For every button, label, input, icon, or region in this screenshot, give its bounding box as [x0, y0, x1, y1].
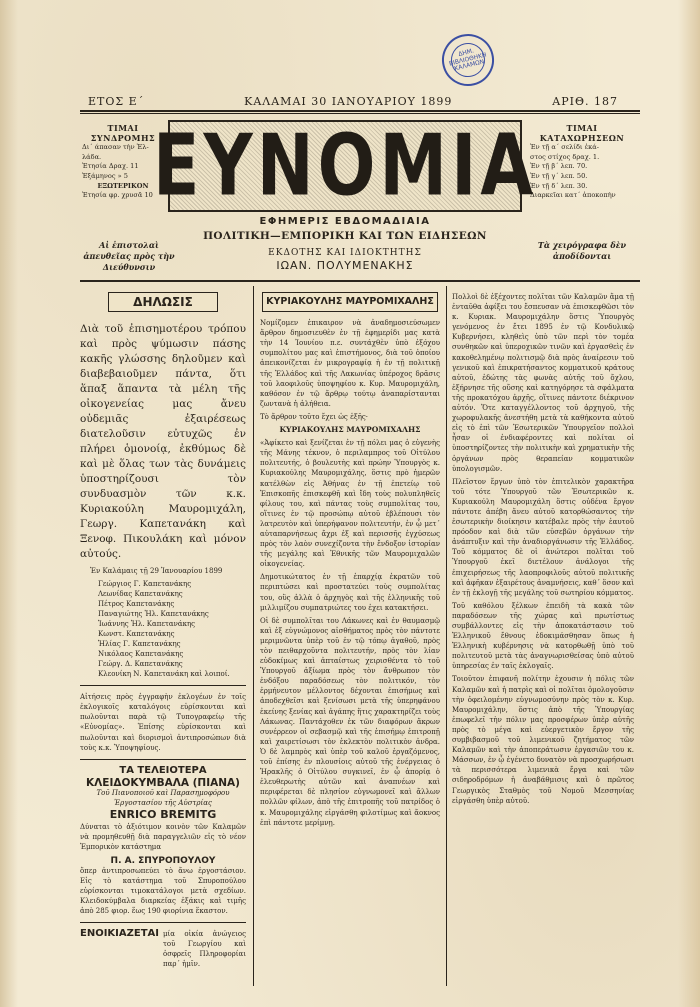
- ad-prices-line: Διαρκεῖαι κατ΄ ἀποκοπὴν: [530, 191, 616, 200]
- subtitle-block: [168, 216, 522, 272]
- subscription-title: ΤΙΜΑΙ ΣΥΝΔΡΟΜΗΣ: [90, 123, 156, 143]
- issue-number: ΑΡΙΘ. 187: [552, 95, 618, 108]
- year-label: ΕΤΟΣ Ε΄: [88, 95, 145, 108]
- signer: Πέτρος Καπετανάκης: [98, 600, 175, 609]
- rent-ad-title: ΕΝΟΙΚΙΑΖΕΤΑΙ: [80, 928, 159, 940]
- article-paragraph: Δημοτικώτατος ἐν τῇ ἐπαρχίᾳ ἐκρατῶν τοῦ περιπτώσει καὶ προστατεύει τοὺς συμπολίτας του, οὓς ἀλλὰ ὁ ἀρχηγὸς καὶ τῆς ἐλληνικῆς τοῦ μιλλιμίζου συμπατριώτες του ἐχει κατακτήσει.: [260, 573, 440, 612]
- ad-prices-box: [530, 124, 634, 201]
- article-paragraph: Οἱ δὲ συμπολῖται του Λάκωνες καὶ ἐν θαυμασμῷ καὶ ἐξ εὐγνώμονος αἰσθήματος πρὸς τὸν πάντοτε μεριμνῶντα ὑπὲρ τοῦ ἐν τῷ τόπῳ ἀγαθοῦ, πρὸς τὸν πειθαρχοῦντα πολιτευτήν, πρὸς τὸν λίαν εὐδοκίμως καὶ ἀπταίστως χειρισθέντα τὸ τοῦ Ὑπουργοῦ ἀξίωμα πρὸς τὸν ἄνθρωπον τὸν ἐνδόξου παραδόσεως τὸν πολιτικόν, τὸν ἐρμήνευτον μέλλοντος δέχονται ἐπισήμως καὶ ἀποδεχθεῖσι καὶ ξενίσωσι μετὰ τῆς ὑπερηφάνου ἐκείνης ξενίας καὶ ἀγάπης ἥτις χαρακτηρίζει τοὺς Λάκωνας. Παντάχοθεν ἐκ τῶν διαφόρων ἄκρων συνέρρεον οἱ σεβασμῷ καὶ τῆς ἐπισήμῳ ἐπιτροπῇ καὶ χαιρετίσωσι τὸν ἐκλεκτὸν πολιτικὸν ἀνδρα. Ὁ δὲ λαμπρὸς καὶ ὑπὲρ τοῦ καλοῦ ἐργαζόμενος, τοῦ ἐπίσης ἐν πλουσίοις αὐτοῦ τῆς ἐνέργειας ὁ Ἠρακλῆς ὁ Οἰτύλου συγκινεῖ, ἐν ᾧ ἀπορίᾳ ὁ ἐλευθερωτὴς αὐτῶν καὶ ἀναπνέων καὶ περιφέρεται δὲ πλησίον εὐγνωμονεῖ καὶ ἄλλων πολλῶν φίλων, ἀπὸ τῆς ἐπιτροπῆς τοῦ πατρίδος ὁ κ. Μαυρομιχάλης εἰργάσθη φιλοτίμως καὶ ἄοκνος ἐπὶ πάντοτε μερίμνῃ.: [260, 616, 440, 827]
- library-stamp-icon: [436, 28, 499, 91]
- piano-ad-text: Δύναται τὸ ἀξιότιμον κοινὸν τῶν Καλαμῶν νὰ προμηθευθῇ διὰ παραγγελιῶν εἰς τὸ νέον Ἐμπορικὸν κατάστημα: [80, 823, 246, 852]
- letters-note: Αἱ ἐπιστολαὶ ἀπευθεῖας πρὸς τὴν Διεύθυνσιν: [83, 240, 175, 272]
- signer: Γεώργ. Δ. Καπετανάκης: [98, 660, 183, 669]
- ad-prices-line: Ἐν τῇ δ΄ λεπ. 30.: [530, 181, 588, 190]
- subscription-line: Ἑξάμηνος » 5: [82, 171, 128, 180]
- stamp-text: ΔΗΜ. ΒΙΒΛΙΟΘΗΚΗ ΚΑΛΑΜΩΝ: [448, 47, 488, 73]
- column-divider-2: [446, 286, 447, 986]
- piano-ad-title: ΤΑ ΤΕΛΕΙΟΤΕΡΑ: [119, 764, 207, 776]
- signer: Νικόλαος Καπετανάκης: [98, 650, 184, 659]
- article-subheading: ΚΥΡΙΑΚΟΥΛΗΣ ΜΑΥΡΟΜΙΧΑΛΗΣ: [279, 425, 421, 435]
- subscription-line: Ἐτησία φρ. χρυσᾶ 10: [82, 191, 153, 200]
- signer: Ἠλίας Γ. Καπετανάκης: [98, 640, 181, 649]
- article-paragraph: Πλεῖστον ἔργων ὑπὸ τὸν ἐπιτελικὸν χαρακτῆρα τοῦ τότε Ὑπουργοῦ τῶν Ἐσωτερικῶν κ. Κυριακούλη Μαυρομιχάλη ὅστις οὐδένα ἔργον πάντοτε ἀπέβη ἄνευ αὐτοῦ κατορθώσαντος τὴν ἐσωτερικὴν διοίκησιν κατέβαλε πρὸς τὴν ἑαυτοῦ πρόοδον καὶ διὰ τῶν εὐσεβῶν ὀργάνων τὴν ἀνάπτυξιν καὶ τὴν ἀναδιοργάνωσιν τῆς Ἑλλάδος. Τοῦ κόμματος δὲ οἱ ἀνώτεροι πολῖται τοῦ Ὑπουργοῦ ἐκεῖ διετέλουν ἀνάλογοι τῆς ἐπιχειρήσεως τῆς λαοπροφιλοῦς αὐτοῦ πολιτικῆς καὶ ἀφῆκαν ἐξαιρέτους ἀναμνήσεις, καθ΄ ὅσον καὶ ἐν τῇ ἐκλογῇ τῆς μεγάλης τοῦ σωτηρίου κόμματος.: [452, 477, 634, 597]
- subtitle-weekly: ΕΦΗΜΕΡΙΣ ΕΒΔΟΜΑΔΙΑΙΑ: [259, 216, 431, 227]
- subscription-line: Δι΄ άπασαν τὴν Ἑλ-: [82, 143, 149, 152]
- subtitle-type: ΠΟΛΙΤΙΚΗ—ΕΜΠΟΡΙΚΗ ΚΑΙ ΤΩΝ ΕΙΔΗΣΕΩΝ: [203, 230, 487, 242]
- column-divider-1: [253, 286, 254, 986]
- article-paragraph: Τοῦ καθόλου ξέλκων ἐπειδὴ τὰ κακὰ τῶν παραδόσεων τῆς χώρας καὶ πρωτίστως συμβάλλοντες εἰς τὴν ἀποκατάστασιν τοῦ Ἑλληνικοῦ ἔθνους ἐδοκιμάσθησαν ὅπως ἡ Ἑλληνικὴ κυβέρνησις νὰ κατορθωθῇ ὑπὸ τοῦ πολιτευτοῦ μετὰ τὰς ἀναγνωρισθείσας ὑπὸ αὐτοῦ ὑπηρεσίας ἐν ταῖς ἐκλογαῖς.: [452, 601, 634, 671]
- article-intro: Νομίζομεν ἐπικαιρον νὰ ἀναδημοσιεύσωμεν ἄρθρον δημοσιευθὲν ἐν τῇ ἐφημερίδι μας κατὰ τὴν 14 Ἰουνίου π.ε. συντάχθὲν ὑπὸ ἐξόχου συμπολίτου μας καὶ ἐπιστήμονος, διὰ τοῦ ὁποίου ἀπεικονίζεται ἐν μικρογραφίᾳ ἡ ἐν τῇ πολιτικῇ τῆς Ἑλλάδος καὶ τῆς Λακωνίας ὑπέροχος δρᾶσις τοῦ λαοφιλοῦς ὑποψηφίου κ. Κυρ. Μαυρομιχάλη, καθόσον ἐν τῷ ἄρθρῳ τούτῳ ἀναπαρίστανται ζωντανὰ ἡ ἀλήθεια.: [260, 319, 440, 408]
- top-rule: [80, 110, 640, 112]
- subtitle-publisher-name: ΙΩΑΝ. ΠΟΛΥΜΕΝΑΚΗΣ: [276, 259, 414, 272]
- signer: Λεωνίδας Καπετανάκης: [98, 590, 183, 599]
- piano-ad-maker: Τοῦ Πιανοποιοῦ καὶ Παρασημοφόρου Ἐργοστασίου τῆς Αὐστρίας: [96, 788, 230, 808]
- top-rule-thin: [80, 113, 640, 114]
- ad-prices-title: ΤΙΜΑΙ ΚΑΤΑΧΩΡΗΣΕΩΝ: [539, 123, 625, 143]
- rent-ad: [80, 929, 246, 969]
- article-heading: ΚΥΡΙΑΚΟΥΛΗΣ ΜΑΥΡΟΜΙΧΑΛΗΣ: [262, 292, 438, 312]
- manuscripts-note: Τὰ χειρόγραφα δὲν ἀποδίδονται: [537, 240, 627, 261]
- masthead: [153, 116, 538, 216]
- rent-ad-text: μία οἰκία ἀνώγειος τοῦ Γεωργίου καὶ ὀσφρεῖς Πληροφορίαι παρ΄ ἡμῖν.: [163, 930, 246, 969]
- header-bottom-rule: [80, 280, 640, 282]
- article-paragraph: Πολλοὶ δὲ ἐξέχοντες πολῖται τῶν Καλαμῶν ἅμα τῇ ἐνταῦθα ἀφίξει του ἔσπευσαν νὰ ἐπισκεφθῶσι τὸν κ. Κυριακ. Μαυρομιχάλην ὅστις Ὑπουργὸς γενόμενος ἐν ἔτει 1895 ἐν τῷ Κονδυλικῷ Κυβερνήσει, κληθεὶς ὑπὸ τῶν περὶ τὸν τομέα συνθηκῶν καὶ ὑπεροχικῶν τινῶν καὶ ἐργασθεὶς ἐν κακοθελημένῳ πολιτισμῷ διὰ πρὸς ἀναίρεσιν τοῦ γενικοῦ καὶ ἐπικρατήσαντος κομματικοῦ κράτους αὐτοῦ, ἐδώτης τὰς φωνὰς αὐτῆς τοῦ ὄχλου, ἐξήρνησε τῆς οὔσης καὶ κατηγόρησε τὰ σφάλματα τῆς προκατόχου ἀρχῆς, οἵτινες πάντοτε διέκρινον αὐτόν. Ὅτε καταγγέλλοντος τοῦ ἀρχηγοῦ, τῆς χωροφυλακῆς ἀνεστήθη μετὰ τὰ καθήκοντα αὐτοῦ εἰς τὸ ἐπὶ τῶν Ἐσωτερικῶν Ὑπουργεῖον πολλοὶ ἦσαν οἱ ἐνδιαφέροντες καὶ πολίται οἱ ὑποστηρίζοντες τὴν πολιτικὴν καὶ χρηματικὴν τῆς ὀργάνων πρὸς θεραπείαν κομματικῶν ὑπολογισμῶν.: [452, 293, 634, 473]
- article-lead: Τὸ ἄρθρον τοῦτο ἔχει ὡς ἑξῆς·: [260, 412, 369, 421]
- subscription-line: Ἐτησία Δραχ. 11: [82, 162, 139, 171]
- declaration-text: Διὰ τοῦ ἐπισημοτέρου τρόπου καὶ πρὸς ψύμωσιν πάσης κακῆς γλώσσης δηλοῦμεν καὶ διαβεβαιοῦμεν πάντα, ὅτι ἅπαξ ἅπαντα τὰ μέλη τῆς οἰκογενείας μας ἄνευ οὐδεμιᾶς ἐξαιρέσεως διατελοῦσιν εὐτυχῶς ἐν πλήρει ὁμονοίᾳ, ἐκθύμως δὲ καὶ μὲ ὅλας των τὰς δυνάμεις ὑποστηρίζουσι τὸν συνδυασμὸν τῶν κ.κ. Κυριακούλη Μαυρομιχάλη, Γεωργ. Καπετανάκη καὶ Ξενοφ. Πικουλάκη καὶ μόνον αὐτούς.: [80, 323, 246, 561]
- declaration-heading: ΔΗΛΩΣΙΣ: [108, 292, 218, 312]
- subscription-box: [82, 124, 164, 201]
- paper-edge-right: [678, 0, 700, 1007]
- signer: Κλεονίκη Ν. Καπετανάκη καὶ λοιποί.: [98, 670, 230, 679]
- signers-list: [80, 579, 246, 679]
- subtitle-publisher-label: ΕΚΔΟΤΗΣ ΚΑΙ ΙΔΙΟΚΤΗΤΗΣ: [268, 248, 422, 258]
- signer: Ἰωάννης Ἠλ. Καπετανάκης: [98, 620, 196, 629]
- signer: Γεώργιος Γ. Καπετανάκης: [98, 580, 192, 589]
- signer: Παναγιώτης Ἠλ. Καπετανάκης: [98, 610, 209, 619]
- left-column: [80, 292, 246, 969]
- article-paragraph: «Ἀφίκετο καὶ ξενίζεται ἐν τῇ πόλει μας ὁ εὐγενὴς τῆς Μάνης τέκνον, ὁ περιλαμπρος τοῦ Οἰτύλου πολιτευτής, ὁ βουλευτὴς καὶ πρώην Ὑπουργὸς κ. Κυριακούλης Μαυρομιχάλης, ὅστις πρὸ ἡμερῶν κατέλθὼν εἰς Ἀθήνας ἐν τῇ ἐπετείῳ τοῦ Ἐπισκοπῆς ἐπισκεφθῆ καὶ ἴδη τοὺς πολυπληθεῖς φίλους του, καὶ πάντας τοὺς συμπολίτας του, οἵτινες ἐν τῷ προσώπῳ αὐτοῦ ἐβλέπουσι τὸν λατρευτὸν καὶ ὑπερήφανον πολιτευτήν, ἐν ᾧ μετ΄ αὐταπαρνήσεως ἄχρι ἐξ καὶ περισσῆς ἐγχύσεως πρὸς τὸν λαὸν συνεχίζοντα τὴν ἔνδοξον ἱστορίαν τῆς μεγάλης καὶ Ἐθνικῆς τῶν Μαυρομιχαλῶν οἰκογενείας.: [260, 439, 440, 569]
- subscription-line: ΕΞΩΤΕΡΙΚΟΝ: [97, 181, 149, 190]
- signer: Κωνστ. Καπετανάκης: [98, 630, 175, 639]
- declaration-date: Ἐν Καλάμαις τῇ 29 Ἰανουαρίου 1899: [90, 567, 223, 576]
- subscription-line: λάδα.: [82, 152, 102, 161]
- electoral-announcement: Αἰτήσεις πρὸς ἐγγραφὴν ἐκλογέων ἐν τοῖς ἐκλογικοῖς καταλόγοις εὑρίσκονται καὶ πωλοῦνται παρὰ τῷ Τυπογραφείῳ τῆς «Εὐνομίας». Ἐπίσης εὑρίσκονται καὶ πωλοῦνται καὶ διορισμοὶ ἀντιπροσώπων διὰ τοὺς κ.κ. Ὑποψηφίους.: [80, 693, 246, 752]
- dateline: [88, 94, 618, 108]
- article-paragraph: Τοιοῦτον ἐπιφανῆ πολίτην ἐχουσιν ἡ πόλις τῶν Καλαμῶν καὶ ἡ πατρὶς καὶ οἱ πολῖται ὁμολογοῦσιν τὴν ὀφειλομένην εὐγνωμοσύνην πρὸς τὸν κ. Κυρ. Μαυρομιχάλην, ὅστις ἀπὸ τῆς Ὑπουργίας ἐπωφελεῖ τὴν πόλιν μας προσφέρων ὑπὲρ αὐτῆς πρὸς τὸ μέγα καὶ εὐεργετικὸν ἔργον τῆς συμβιβασμοῦ τοῦ λιμενικοῦ ζητήματος τῶν Καλαμῶν καὶ τὴν ἀποπεράτωσιν ἐργασιῶν του κ. Μάσσων, ἐν ᾧ ἐγένετο δυνατὸν νὰ προσχωρήσωσι τὰ περισσότερα λιμενικὰ ἔργα καὶ τῶν σιδηροδρόμων ἡ ἀναβάθμισις καὶ ὁ πρῶτος Γεωργικὸς Σταθμὸς τοῦ Νομοῦ Μεσσηνίας εἰργάσθη ὑπὲρ αὐτοῦ.: [452, 675, 634, 805]
- right-column: [452, 292, 634, 809]
- piano-ad-name: ΚΛΕΙΔΟΚΥΜΒΑΛΑ (ΠΙΑΝΑ): [86, 776, 240, 789]
- separator: [80, 685, 246, 686]
- piano-ad-seller: Π. Α. ΣΠΥΡΟΠΟΥΛΟΥ: [110, 855, 216, 866]
- separator: [80, 759, 246, 760]
- ad-prices-line: Ἐν τῇ β΄ λεπ. 70.: [530, 162, 588, 171]
- paper-edge-left: [0, 0, 18, 1007]
- ad-prices-line: Ἐν τῇ γ΄ λεπ. 50.: [530, 171, 588, 180]
- masthead-title: ΕΥΝΟΜΙΑ: [153, 116, 538, 216]
- middle-column: [260, 292, 440, 831]
- place-date: ΚΑΛΑΜΑΙ 30 ΙΑΝΟΥΑΡΙΟΥ 1899: [244, 95, 453, 108]
- piano-ad-brand: ENRICO BREMITG: [109, 808, 217, 822]
- piano-ad-body: ὅπερ ἀντιπροσωπεύει τὸ ἄνω ἐργοστάσιον. Εἰς τὸ κατάστημα τοῦ Σπυροπούλου εὑρίσκονται τιμοκατάλογοι μετὰ σχεδίων. Κλειδοκύμβαλα διαρκείας ἐξάκις καὶ τιμῆς ἀπὸ 285 φιορ. ἕως 190 φιορίνια ἕκαστον.: [80, 866, 246, 915]
- separator: [80, 922, 246, 923]
- ad-prices-line: στος στίχος δραχ. 1.: [530, 152, 600, 161]
- ad-prices-line: Ἐν τῇ α΄ σελίδι ἑκά-: [530, 143, 599, 152]
